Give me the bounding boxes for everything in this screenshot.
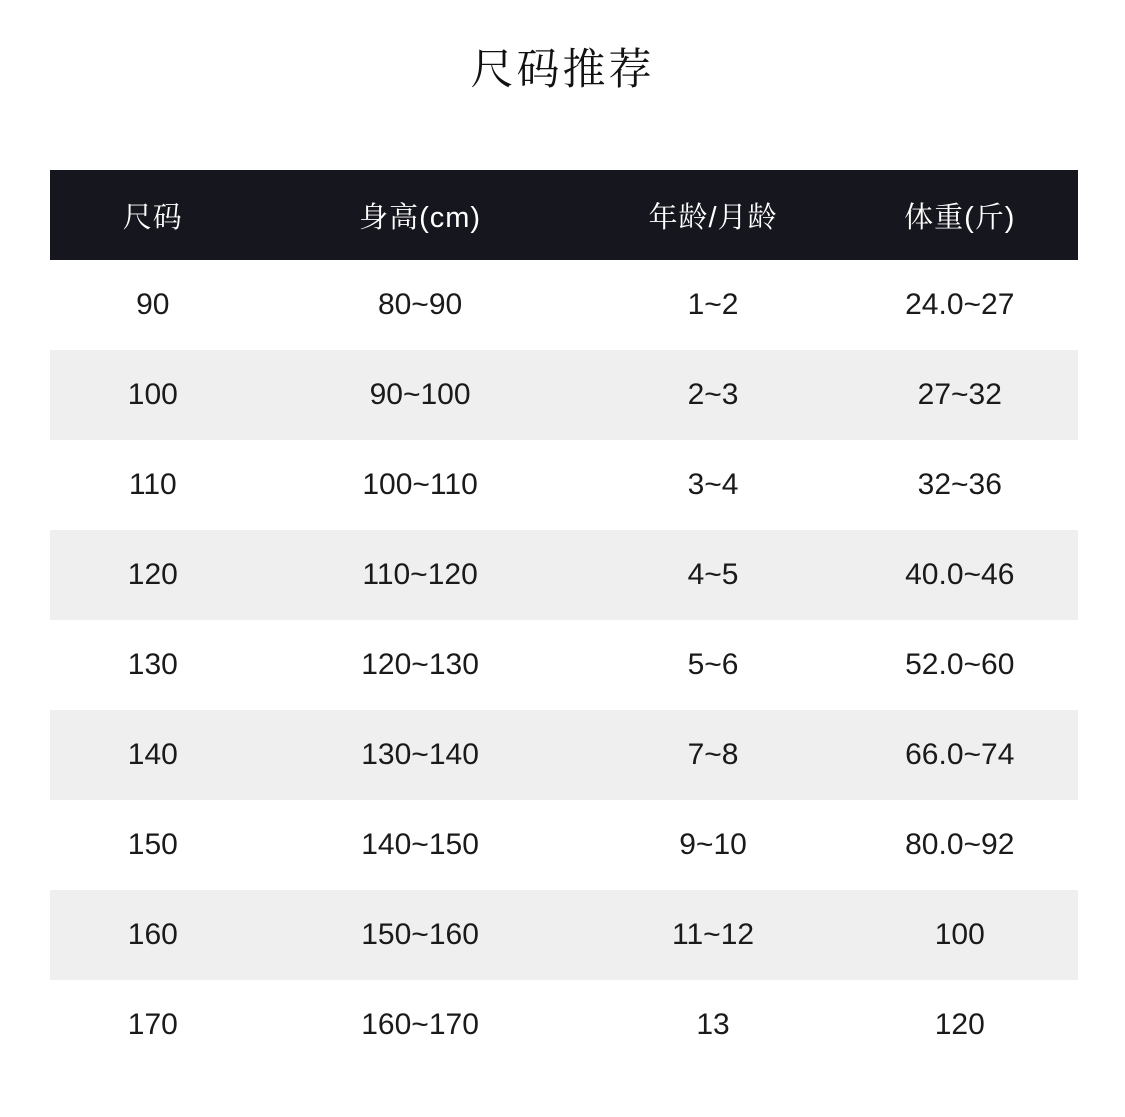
table-cell: 140 [50,710,256,800]
table-row [50,530,1078,620]
header-row [50,170,1078,260]
table-cell: 110 [50,440,256,530]
table-cell: 5~6 [585,620,842,710]
table-cell: 24.0~27 [842,260,1078,350]
header-cell-height: 身高(cm) [256,170,585,260]
header-cell-size: 尺码 [50,170,256,260]
table-row [50,620,1078,710]
table-cell: 32~36 [842,440,1078,530]
table-cell: 3~4 [585,440,842,530]
table-cell: 130 [50,620,256,710]
table-cell: 66.0~74 [842,710,1078,800]
table-row [50,980,1078,1070]
table-row [50,890,1078,980]
table-cell: 2~3 [585,350,842,440]
header-cell-age: 年龄/月龄 [585,170,842,260]
table-cell: 170 [50,980,256,1070]
table-row [50,350,1078,440]
table-cell: 110~120 [256,530,585,620]
table-cell: 100~110 [256,440,585,530]
table-cell: 120 [842,980,1078,1070]
table-cell: 7~8 [585,710,842,800]
size-table-body [50,260,1078,1070]
page-title: 尺码推荐 [470,46,655,94]
table-cell: 80.0~92 [842,800,1078,890]
table-cell: 80~90 [256,260,585,350]
table-cell: 40.0~46 [842,530,1078,620]
table-row [50,710,1078,800]
header-cell-weight: 体重(斤) [842,170,1078,260]
table-cell: 52.0~60 [842,620,1078,710]
size-table [50,170,1078,1070]
table-cell: 27~32 [842,350,1078,440]
table-row [50,800,1078,890]
table-cell: 100 [842,890,1078,980]
table-cell: 11~12 [585,890,842,980]
size-table-header [50,170,1078,260]
table-row [50,440,1078,530]
table-row [50,260,1078,350]
table-cell: 120 [50,530,256,620]
table-cell: 90~100 [256,350,585,440]
table-cell: 1~2 [585,260,842,350]
table-cell: 4~5 [585,530,842,620]
table-cell: 120~130 [256,620,585,710]
table-cell: 150 [50,800,256,890]
table-cell: 13 [585,980,842,1070]
table-cell: 160~170 [256,980,585,1070]
table-cell: 9~10 [585,800,842,890]
table-cell: 160 [50,890,256,980]
table-cell: 130~140 [256,710,585,800]
table-cell: 90 [50,260,256,350]
table-cell: 140~150 [256,800,585,890]
table-cell: 150~160 [256,890,585,980]
table-cell: 100 [50,350,256,440]
